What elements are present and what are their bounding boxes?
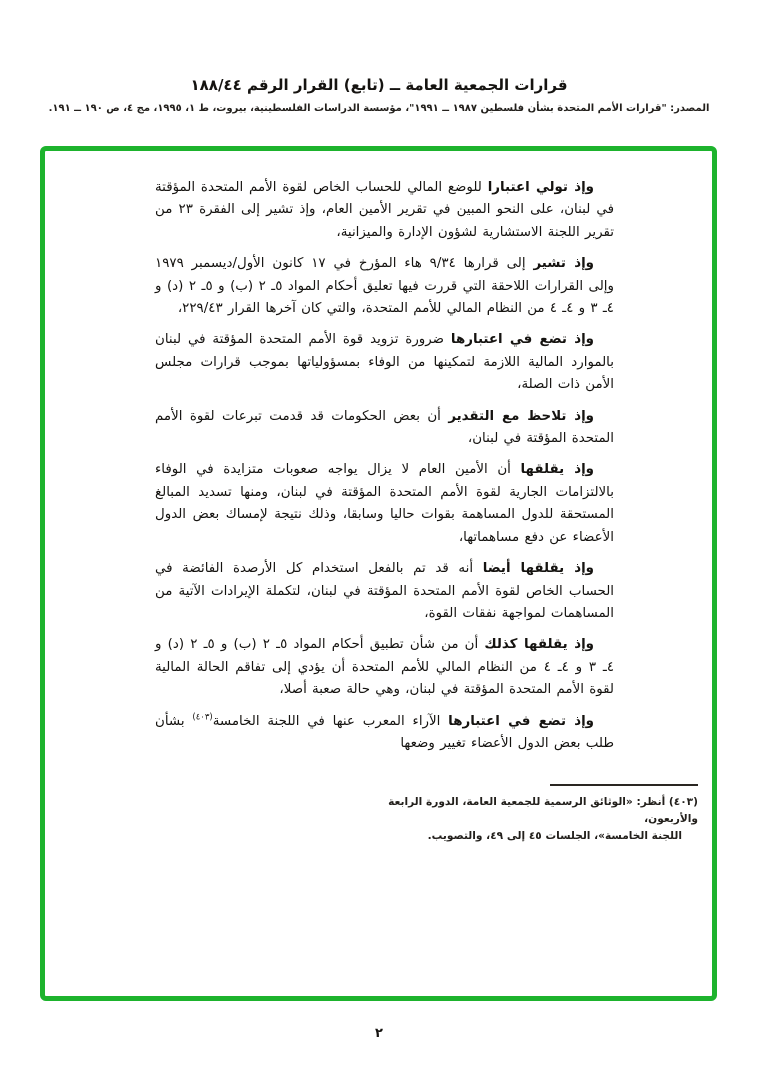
- resolution-paragraph: [155, 558, 614, 625]
- paragraph-lead: وإذ يقلقها أيضا: [482, 561, 594, 577]
- paragraph-text: أنه قد تم بالفعل استخدام كل الأرصدة الفائضة في الحساب الخاص لقوة الأمم المتحدة المؤقتة في لبنان، لتكملة الإيرادات الآتية من المساهمات لمواجهة نفقات القوة،: [155, 561, 614, 621]
- resolution-paragraph: [155, 406, 614, 451]
- paragraph-lead: وإذ تولي اعتبارا: [487, 180, 594, 195]
- paragraph-lead: وإذ يقلقها: [520, 462, 594, 478]
- resolution-paragraph: [155, 634, 614, 701]
- resolution-paragraph: [155, 711, 614, 756]
- resolution-body: [45, 151, 712, 755]
- resolution-paragraph: [155, 459, 614, 549]
- paragraph-text: أن بعض الحكومات قد قدمت تبرعات لقوة الأمم المتحدة المؤقتة في لبنان،: [155, 408, 614, 447]
- footnote-area: [45, 764, 712, 845]
- resolution-paragraph: [155, 329, 614, 396]
- paragraph-text: بشأن طلب بعض الدول الأعضاء تغيير وضعها: [155, 713, 614, 751]
- paragraph-lead: وإذ تشير: [533, 256, 594, 272]
- footnote: [368, 794, 698, 845]
- paragraph-lead: وإذ تضع في اعتبارها: [448, 713, 594, 729]
- paragraph-text: أن من شأن تطبيق أحكام المواد ٥ـ ٢ (ب) و ٥ـ ٢ (د) و ٤ـ ٣ و ٤ـ ٤ من النظام المالي للأمم المتحدة أن يؤدي إلى تفاقم الحالة المالية لقوة الأمم المتحدة المؤقتة في لبنان، وهي حالة صعبة أصلا،: [155, 637, 615, 698]
- footnote-line: اللجنة الخامسة»، الجلسات ٤٥ إلى ٤٩، والتصويب.: [427, 830, 682, 843]
- paragraph-lead: وإذ تلاحظ مع التقدير: [448, 408, 594, 424]
- paragraph-text: للوضع المالي للحساب الخاص لقوة الأمم المتحدة المؤقتة في لبنان، على النحو المبين في تقرير الأمين العام، وإذ تشير إلى الفقرة ٢٣ من تقرير اللجنة الاستشارية لشؤون الإدارة والميزانية،: [155, 180, 614, 240]
- paragraph-text: أن الأمين العام لا يزال يواجه صعوبات متزايدة في الوفاء بالالتزامات الجارية لقوة الأمم المتحدة المؤقتة في لبنان، ومنها تسديد المبالغ المستحقة للدول المساهمة بقوات حاليا وسابقا، وذلك نتيجة لإمساك بعض الدول الأعضاء عن دفع مساهماتها،: [155, 462, 614, 545]
- paragraph-text: ضرورة تزويد قوة الأمم المتحدة المؤقتة في لبنان بالموارد المالية اللازمة لتمكينها من الوفاء بمسؤولياتها بموجب قرارات مجلس الأمن ذات الصلة،: [155, 332, 614, 393]
- paragraph-lead: وإذ تضع في اعتبارها: [450, 332, 594, 348]
- source-line: المصدر: "قرارات الأمم المتحدة بشأن فلسطين ١٩٨٧ ــ ١٩٩١"، مؤسسة الدراسات الفلسطينية، بيروت، ط ١، ١٩٩٥، مج ٤، ص ١٩٠ ــ ١٩١.: [48, 103, 710, 114]
- page-title: قرارات الجمعية العامة ــ (تابع) القرار الرقم ١٨٨/٤٤: [190, 76, 568, 94]
- green-border-frame: [40, 146, 717, 1001]
- footnote-separator: [550, 784, 698, 786]
- footnote-line: (٤٠٣) أنظر: «الوثائق الرسمية للجمعية العامة، الدورة الرابعة والأربعون،: [388, 796, 698, 826]
- page-number: ٢: [375, 1026, 383, 1041]
- paragraph-text: الآراء المعرب عنها في اللجنة الخامسة: [212, 713, 449, 729]
- paragraph-text: إلى قرارها ٩/٣٤ هاء المؤرخ في ١٧ كانون الأول/ديسمبر ١٩٧٩ وإلى القرارات اللاحقة التي قررت فيها تعليق أحكام المواد ٥ـ ٢ (ب) و ٥ـ ٢ (د) و ٤ـ ٣ و ٤ـ ٤ من النظام المالي للأمم المتحدة، والتي كان آخرها القرار ٢٢٩/٤٣،: [155, 256, 614, 317]
- resolution-paragraph: [155, 177, 614, 244]
- footnote-reference: (٤٠٣): [192, 712, 213, 723]
- paragraph-lead: وإذ يقلقها كذلك: [484, 637, 594, 653]
- resolution-paragraph: [155, 253, 614, 320]
